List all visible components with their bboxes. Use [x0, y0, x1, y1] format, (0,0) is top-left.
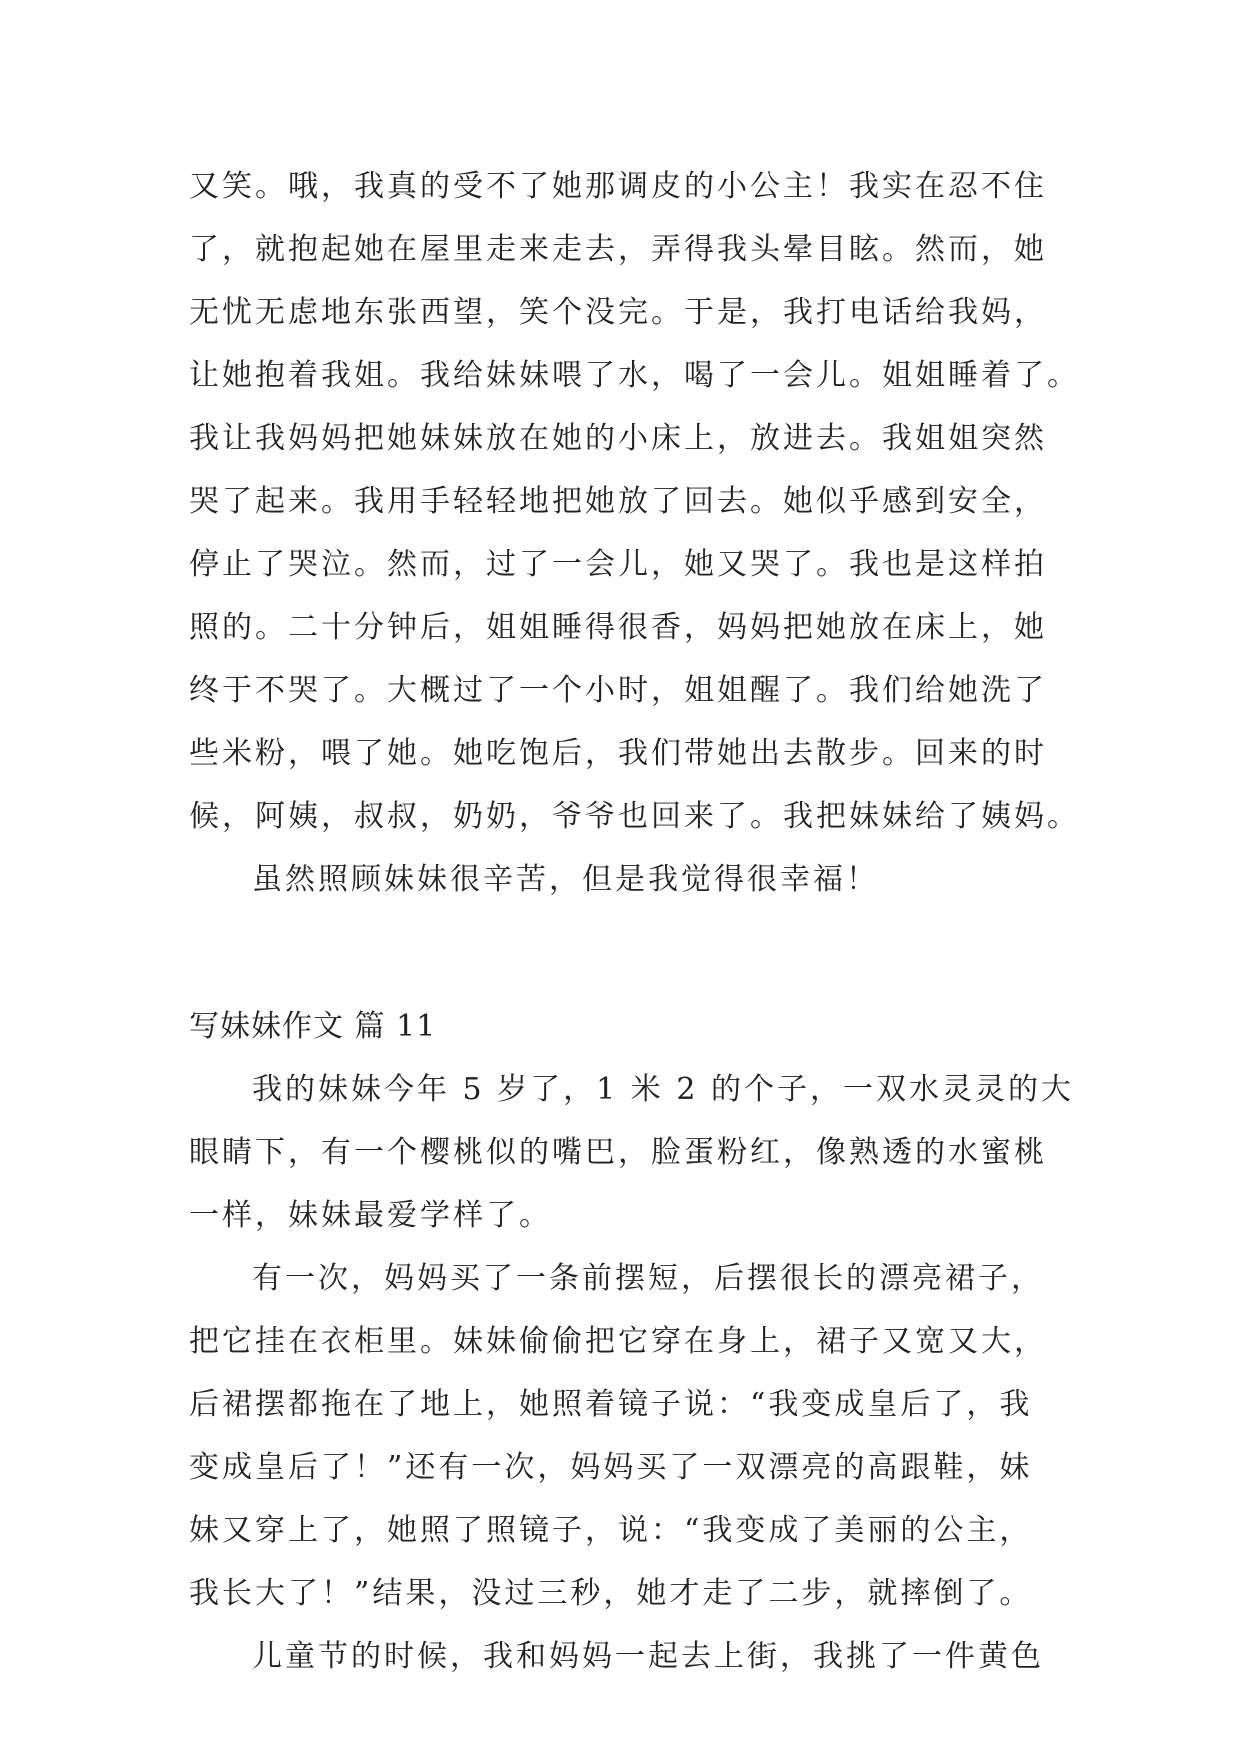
paragraph-1 — [189, 1058, 1074, 1247]
text-line: 候，阿姨，叔叔，奶奶，爷爷也回来了。我把妹妹给了姨妈。 — [189, 799, 1080, 834]
closing-paragraph: 虽然照顾妹妹很辛苦，但是我觉得很幸福！ — [252, 862, 879, 897]
text-line: 眼睛下，有一个樱桃似的嘴巴，脸蛋粉红，像熟透的水蜜桃 — [189, 1135, 1047, 1170]
text-line: 照的。二十分钟后，姐姐睡得很香，妈妈把她放在床上，她 — [189, 610, 1047, 645]
text-line: 儿童节的时候，我和妈妈一起去上街，我挑了一件黄色 — [252, 1639, 1044, 1674]
text-line: 有一次，妈妈买了一条前摆短，后摆很长的漂亮裙子， — [252, 1261, 1044, 1296]
continued-paragraph — [189, 155, 1080, 848]
text-line: 我的妹妹今年 5 岁了，1 米 2 的个子，一双水灵灵的大 — [252, 1072, 1074, 1107]
text-line: 让她抱着我姐。我给妹妹喂了水，喝了一会儿。姐姐睡着了。 — [189, 358, 1080, 393]
text-line: 无忧无虑地东张西望，笑个没完。于是，我打电话给我妈， — [189, 295, 1047, 330]
text-line: 终于不哭了。大概过了一个小时，姐姐醒了。我们给她洗了 — [189, 673, 1047, 708]
text-line: 了，就抱起她在屋里走来走去，弄得我头晕目眩。然而，她 — [189, 232, 1047, 267]
text-line: 停止了哭泣。然而，过了一会儿，她又哭了。我也是这样拍 — [189, 547, 1047, 582]
section-spacer — [189, 911, 1059, 995]
section-heading: 写妹妹作文 篇 11 — [189, 1009, 437, 1044]
text-line: 后裙摆都拖在了地上，她照着镜子说：“我变成皇后了，我 — [189, 1387, 1033, 1422]
text-line: 我长大了！”结果，没过三秒，她才走了二步，就摔倒了。 — [189, 1576, 1033, 1611]
text-line: 又笑。哦，我真的受不了她那调皮的小公主！我实在忍不住 — [189, 169, 1047, 204]
document-body — [189, 155, 1080, 1688]
text-line: 哭了起来。我用手轻轻地把她放了回去。她似乎感到安全， — [189, 484, 1047, 519]
text-line: 变成皇后了！”还有一次，妈妈买了一双漂亮的高跟鞋，妹 — [189, 1450, 1033, 1485]
text-line: 把它挂在衣柜里。妹妹偷偷把它穿在身上，裙子又宽又大， — [189, 1324, 1047, 1359]
text-line: 我让我妈妈把她妹妹放在她的小床上，放进去。我姐姐突然 — [189, 421, 1047, 456]
paragraph-3 — [189, 1625, 1059, 1688]
paragraph-2 — [189, 1247, 1059, 1625]
text-line: 妹又穿上了，她照了照镜子，说：“我变成了美丽的公主， — [189, 1513, 1033, 1548]
text-line: 些米粉，喂了她。她吃饱后，我们带她出去散步。回来的时 — [189, 736, 1047, 771]
text-line: 一样，妹妹最爱学样了。 — [189, 1198, 552, 1233]
